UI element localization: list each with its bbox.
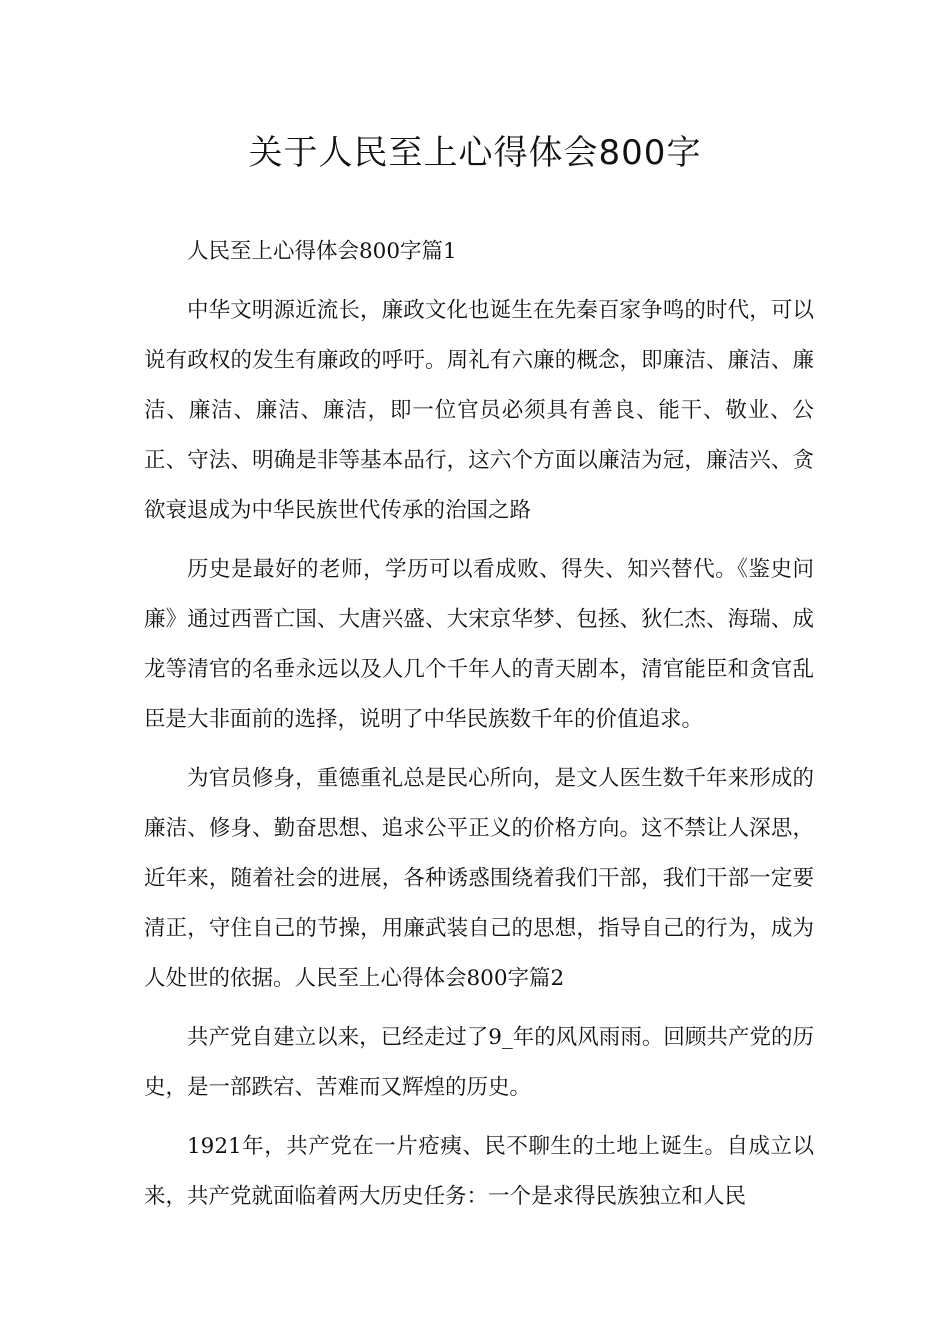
paragraph: 共产党自建立以来，已经走过了9_年的风风雨雨。回顾共产党的历史，是一部跌宕、苦难而又辉煌的历史。 xyxy=(144,1025,814,1100)
paragraph-section-heading-1: 人民至上心得体会800字篇1 xyxy=(187,239,457,264)
paragraph: 历史是最好的老师，学历可以看成败、得失、知兴替代。《鉴史问廉》通过西晋亡国、大唐兴盛、大宋京华梦、包拯、狄仁杰、海瑞、成龙等清官的名垂永远以及人几个千年人的青天剧本，清官能臣和贪官乱臣是大非面前的选择，说明了中华民族数千年的价值追求。 xyxy=(144,557,814,732)
document-body xyxy=(144,227,814,1231)
document-title: 关于人民至上心得体会800字 xyxy=(248,133,702,173)
paragraph: 1921年，共产党在一片疮痍、民不聊生的土地上诞生。自成立以来，共产党就面临着两大历史任务：一个是求得民族独立和人民 xyxy=(144,1134,814,1209)
paragraph: 为官员修身，重德重礼总是民心所向，是文人医生数千年来形成的廉洁、修身、勤奋思想、追求公平正义的价格方向。这不禁让人深思，近年来，随着社会的进展，各种诱惑围绕着我们干部，我们干部一定要清正，守住自己的节操，用廉武装自己的思想，指导自己的行为，成为人处世的依据。人民至上心得体会800字篇2 xyxy=(144,766,814,991)
paragraph: 中华文明源近流长，廉政文化也诞生在先秦百家争鸣的时代，可以说有政权的发生有廉政的呼吁。周礼有六廉的概念，即廉洁、廉洁、廉洁、廉洁、廉洁、廉洁，即一位官员必须具有善良、能干、敬业、公正、守法、明确是非等基本品行，这六个方面以廉洁为冠，廉洁兴、贪欲衰退成为中华民族世代传承的治国之路 xyxy=(144,298,814,523)
